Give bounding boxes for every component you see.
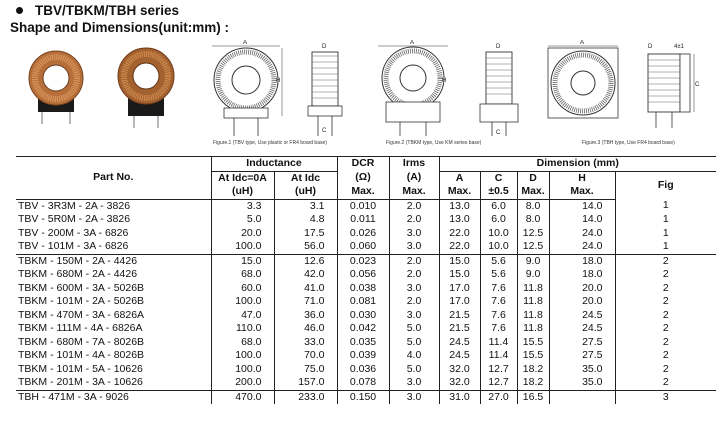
cell-dcr: 0.010 (337, 199, 389, 213)
cell-dcr: 0.078 (337, 376, 389, 390)
cell-dim-c: 12.7 (480, 376, 517, 390)
cell-dim-a: 24.5 (439, 349, 480, 363)
cell-dim-d: 15.5 (517, 349, 549, 363)
dim-h-label: H (276, 78, 281, 84)
table-row (16, 363, 716, 377)
dim-h-label-2: H (442, 78, 447, 84)
cell-dim-d: 18.2 (517, 363, 549, 377)
cell-inductance-idc: 42.0 (274, 268, 337, 282)
cell-irms: 3.0 (389, 390, 439, 404)
cell-dim-a: 13.0 (439, 213, 480, 227)
cell-dcr: 0.011 (337, 213, 389, 227)
cell-inductance-idc: 46.0 (274, 322, 337, 336)
photo-toroid-tbkm (106, 44, 186, 130)
cell-inductance-idc0: 15.0 (211, 254, 274, 268)
cell-inductance-idc0: 3.3 (211, 199, 274, 213)
cell-dcr: 0.038 (337, 282, 389, 296)
cell-dim-c: 12.7 (480, 363, 517, 377)
drawing-fig2-front (372, 40, 454, 138)
cell-dim-d: 11.8 (517, 309, 549, 323)
cell-dim-d: 11.8 (517, 295, 549, 309)
cell-inductance-idc: 3.1 (274, 199, 337, 213)
table-row (16, 295, 716, 309)
cell-dim-c: 11.4 (480, 336, 517, 350)
table-row (16, 309, 716, 323)
header-c: C (480, 171, 517, 185)
cell-dcr: 0.039 (337, 349, 389, 363)
cell-part-no: TBKM - 600M - 3A - 5026B (18, 281, 145, 294)
cell-fig: 2 (615, 254, 716, 268)
cell-dcr: 0.056 (337, 268, 389, 282)
cell-dim-d: 9.0 (517, 254, 549, 268)
cell-fig: 2 (615, 282, 716, 296)
cell-dim-a: 32.0 (439, 363, 480, 377)
cell-irms: 3.0 (389, 227, 439, 241)
cell-dim-h: 24.0 (549, 227, 615, 241)
table-row (16, 240, 716, 254)
cell-part-no: TBV - 200M - 3A - 6826 (18, 226, 129, 239)
header-a: A (439, 171, 480, 185)
cell-dim-d: 18.2 (517, 376, 549, 390)
cell-inductance-idc0: 68.0 (211, 268, 274, 282)
cell-irms: 5.0 (389, 363, 439, 377)
table-row (16, 322, 716, 336)
cell-dim-d: 16.5 (517, 390, 549, 404)
table-row (16, 254, 716, 268)
cell-dim-d: 12.5 (517, 240, 549, 254)
cell-irms: 2.0 (389, 295, 439, 309)
table-row (16, 213, 716, 227)
cell-inductance-idc0: 100.0 (211, 349, 274, 363)
table-row (16, 390, 716, 404)
cell-dim-c: 5.6 (480, 254, 517, 268)
cell-fig: 1 (615, 199, 716, 213)
cell-dim-c: 10.0 (480, 240, 517, 254)
dim-c-label-3: C (695, 82, 700, 88)
header-h-max: Max. (549, 185, 615, 199)
cell-dim-h (549, 390, 615, 404)
cell-dim-h: 24.5 (549, 309, 615, 323)
header-ohm: (Ω) (337, 171, 389, 185)
cell-dim-c: 11.4 (480, 349, 517, 363)
drawing-fig3-front (542, 40, 624, 138)
header-inductance: Inductance (211, 157, 337, 172)
dim-d-label-2: D (496, 44, 501, 50)
cell-inductance-idc0: 60.0 (211, 282, 274, 296)
cell-dim-a: 24.5 (439, 336, 480, 350)
header-d: D (517, 171, 549, 185)
drawing-fig1-front (206, 40, 286, 138)
header-h: H (549, 171, 615, 185)
table-row (16, 282, 716, 296)
drawing-fig2-side (472, 40, 528, 138)
cell-inductance-idc0: 470.0 (211, 390, 274, 404)
figures-area (0, 38, 723, 156)
cell-part-no: TBKM - 201M - 3A - 10626 (18, 376, 143, 388)
cell-inductance-idc: 71.0 (274, 295, 337, 309)
cell-irms: 4.0 (389, 349, 439, 363)
table-row (16, 349, 716, 363)
cell-dim-a: 32.0 (439, 376, 480, 390)
cell-dim-h: 20.0 (549, 282, 615, 296)
cell-dcr: 0.150 (337, 390, 389, 404)
cell-part-no: TBKM - 470M - 3A - 6826A (18, 308, 145, 321)
title-row (10, 1, 179, 19)
cell-inductance-idc0: 68.0 (211, 336, 274, 350)
cell-dim-c: 7.6 (480, 309, 517, 323)
cell-inductance-idc: 75.0 (274, 363, 337, 377)
table-row (16, 268, 716, 282)
cell-dcr: 0.035 (337, 336, 389, 350)
cell-part-no: TBKM - 680M - 2A - 4426 (18, 268, 138, 280)
drawing-fig1-side (298, 40, 354, 138)
cell-fig: 1 (615, 240, 716, 254)
cell-dim-h: 18.0 (549, 254, 615, 268)
cell-dim-a: 21.5 (439, 322, 480, 336)
cell-inductance-idc: 36.0 (274, 309, 337, 323)
cell-inductance-idc0: 47.0 (211, 309, 274, 323)
table-row (16, 227, 716, 241)
cell-dim-h: 14.0 (549, 213, 615, 227)
header-irms-max: Max. (389, 185, 439, 199)
cell-dim-c: 10.0 (480, 227, 517, 241)
cell-dim-h: 27.5 (549, 336, 615, 350)
cell-dim-a: 17.0 (439, 282, 480, 296)
header-a-max: Max. (439, 185, 480, 199)
bullet-icon (16, 7, 23, 14)
dim-a-label: A (243, 40, 248, 46)
cell-inductance-idc0: 100.0 (211, 240, 274, 254)
section-subtitle: Shape and Dimensions(unit:mm) : (10, 20, 230, 35)
photo-toroid-tbv (18, 48, 94, 126)
table-row (16, 376, 716, 390)
cell-dcr: 0.060 (337, 240, 389, 254)
cell-fig: 2 (615, 309, 716, 323)
header-irms: Irms (389, 157, 439, 172)
cell-irms: 2.0 (389, 254, 439, 268)
cell-dim-c: 7.6 (480, 295, 517, 309)
cell-irms: 3.0 (389, 376, 439, 390)
cell-dim-c: 7.6 (480, 322, 517, 336)
cell-dim-d: 15.5 (517, 336, 549, 350)
dim-a-label-3: A (580, 40, 585, 46)
spec-table (16, 156, 716, 404)
cell-fig: 2 (615, 268, 716, 282)
cell-dcr: 0.081 (337, 295, 389, 309)
cell-part-no: TBKM - 680M - 7A - 8026B (18, 335, 145, 348)
cell-fig: 1 (615, 227, 716, 241)
cell-irms: 5.0 (389, 322, 439, 336)
cell-dim-a: 15.0 (439, 254, 480, 268)
cell-inductance-idc: 33.0 (274, 336, 337, 350)
cell-part-no: TBV - 5R0M - 2A - 3826 (18, 213, 131, 225)
cell-inductance-idc0: 20.0 (211, 227, 274, 241)
cell-inductance-idc: 4.8 (274, 213, 337, 227)
figure1-caption: Figure.1 (TBV type, Use plastic or FR4 board base) (213, 140, 327, 146)
cell-part-no: TBKM - 101M - 5A - 10626 (18, 362, 143, 375)
cell-dim-d: 12.5 (517, 227, 549, 241)
cell-part-no: TBKM - 101M - 2A - 5026B (18, 295, 145, 307)
header-dcr-max: Max. (337, 185, 389, 199)
cell-dim-h: 20.0 (549, 295, 615, 309)
table-row (16, 336, 716, 350)
cell-irms: 2.0 (389, 213, 439, 227)
cell-fig: 2 (615, 349, 716, 363)
cell-inductance-idc: 233.0 (274, 390, 337, 404)
cell-part-no: TBH - 471M - 3A - 9026 (16, 390, 211, 404)
cell-inductance-idc0: 100.0 (211, 295, 274, 309)
header-at-idc: At Idc (274, 171, 337, 185)
cell-inductance-idc: 157.0 (274, 376, 337, 390)
header-dimension: Dimension (mm) (439, 157, 716, 172)
cell-dim-d: 11.8 (517, 282, 549, 296)
dim-a-label-2: A (410, 40, 415, 46)
header-amp: (A) (389, 171, 439, 185)
header-uh-1: (uH) (211, 185, 274, 199)
cell-dim-h: 24.5 (549, 322, 615, 336)
cell-dcr: 0.030 (337, 309, 389, 323)
cell-dim-c: 5.6 (480, 268, 517, 282)
cell-dim-d: 11.8 (517, 322, 549, 336)
cell-dim-d: 9.0 (517, 268, 549, 282)
cell-dim-a: 31.0 (439, 390, 480, 404)
header-dcr: DCR (337, 157, 389, 172)
header-part-no: Part No. (16, 157, 211, 200)
dim-d-label: D (322, 44, 327, 50)
cell-dcr: 0.036 (337, 363, 389, 377)
dim-c-label-2: C (496, 130, 501, 136)
cell-inductance-idc0: 200.0 (211, 376, 274, 390)
cell-fig: 1 (615, 213, 716, 227)
table-body (16, 199, 716, 404)
cell-dim-a: 13.0 (439, 199, 480, 213)
cell-fig: 2 (615, 322, 716, 336)
cell-dim-h: 18.0 (549, 268, 615, 282)
cell-dcr: 0.023 (337, 254, 389, 268)
cell-part-no: TBKM - 101M - 4A - 8026B (18, 349, 145, 361)
cell-dim-c: 6.0 (480, 199, 517, 213)
cell-inductance-idc: 70.0 (274, 349, 337, 363)
cell-dim-a: 17.0 (439, 295, 480, 309)
cell-dim-a: 15.0 (439, 268, 480, 282)
cell-dim-d: 8.0 (517, 213, 549, 227)
header-fig: Fig (615, 171, 716, 199)
cell-dim-h: 14.0 (549, 199, 615, 213)
cell-dcr: 0.042 (337, 322, 389, 336)
cell-dim-h: 27.5 (549, 349, 615, 363)
cell-fig: 2 (615, 336, 716, 350)
cell-inductance-idc0: 100.0 (211, 363, 274, 377)
figure3-caption: Figure.3 (TBH type, Use FR4 board base) (582, 140, 675, 146)
cell-dim-d: 8.0 (517, 199, 549, 213)
cell-dim-c: 27.0 (480, 390, 517, 404)
cell-dcr: 0.026 (337, 227, 389, 241)
cell-dim-c: 7.6 (480, 282, 517, 296)
table-header (16, 157, 716, 200)
cell-inductance-idc0: 110.0 (211, 322, 274, 336)
cell-inductance-idc0: 5.0 (211, 213, 274, 227)
cell-irms: 3.0 (389, 240, 439, 254)
drawing-fig3-side (640, 40, 702, 138)
cell-dim-a: 21.5 (439, 309, 480, 323)
page-title: TBV/TBKM/TBH series (35, 2, 180, 18)
cell-dim-h: 24.0 (549, 240, 615, 254)
dim-c-label: C (322, 128, 327, 134)
cell-inductance-idc: 17.5 (274, 227, 337, 241)
header-at-idc0: At Idc=0A (211, 171, 274, 185)
header-d-max: Max. (517, 185, 549, 199)
cell-irms: 5.0 (389, 336, 439, 350)
table-row (16, 199, 716, 213)
cell-fig: 3 (615, 390, 716, 404)
cell-part-no: TBKM - 111M - 4A - 6826A (18, 322, 143, 334)
cell-irms: 3.0 (389, 282, 439, 296)
header-c-tol: ±0.5 (480, 185, 517, 199)
cell-dim-a: 22.0 (439, 227, 480, 241)
cell-fig: 2 (615, 295, 716, 309)
cell-inductance-idc: 12.6 (274, 254, 337, 268)
cell-inductance-idc: 56.0 (274, 240, 337, 254)
cell-part-no: TBKM - 150M - 2A - 4426 (16, 254, 211, 268)
cell-part-no: TBV - 101M - 3A - 6826 (18, 240, 129, 252)
cell-irms: 2.0 (389, 268, 439, 282)
cell-irms: 2.0 (389, 199, 439, 213)
figure2-caption: Figure.2 (TBKM type, Use KM series base) (386, 140, 482, 146)
cell-dim-c: 6.0 (480, 213, 517, 227)
dim-d-label-3: D (648, 44, 653, 50)
cell-fig: 2 (615, 363, 716, 377)
cell-dim-h: 35.0 (549, 376, 615, 390)
cell-inductance-idc: 41.0 (274, 282, 337, 296)
cell-part-no: TBV - 3R3M - 2A - 3826 (18, 199, 131, 212)
dim-4pm1-label: 4±1 (674, 44, 684, 50)
header-uh-2: (uH) (274, 185, 337, 199)
cell-dim-h: 35.0 (549, 363, 615, 377)
cell-irms: 3.0 (389, 309, 439, 323)
cell-dim-a: 22.0 (439, 240, 480, 254)
cell-fig: 2 (615, 376, 716, 390)
